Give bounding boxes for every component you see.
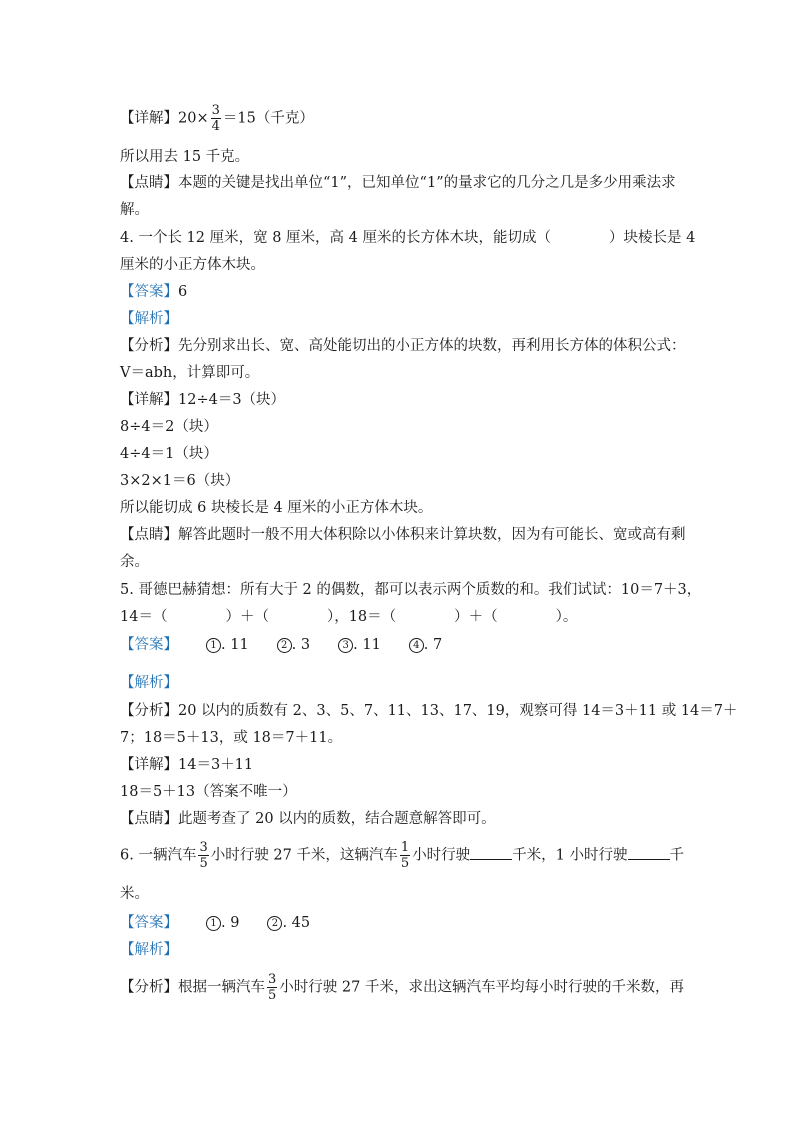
answer-blank bbox=[470, 845, 512, 860]
fraction bbox=[267, 972, 277, 1003]
answer-value: . 3 bbox=[291, 637, 311, 653]
analysis-tag: 【分析】 bbox=[120, 703, 178, 719]
text-line: 3×2×1＝6（块） bbox=[120, 473, 240, 489]
fraction-denominator: 5 bbox=[400, 856, 410, 871]
analysis-text: 先分别求出长、宽、高处能切出的小正方体的块数，再利用长方体的体积公式： bbox=[178, 338, 686, 354]
text-line: 厘米的小正方体木块。 bbox=[120, 257, 265, 273]
analysis-text: 根据一辆汽车 bbox=[178, 979, 265, 996]
fraction-numerator: 3 bbox=[211, 103, 220, 118]
detail-tag: 【详解】 bbox=[120, 757, 178, 773]
point-tag: 【点睛】 bbox=[120, 527, 178, 543]
text-line: 余。 bbox=[120, 554, 149, 570]
analysis-line bbox=[120, 673, 178, 693]
answer-value: . 11 bbox=[353, 637, 381, 653]
fraction-numerator: 3 bbox=[199, 840, 208, 855]
detail-line bbox=[120, 390, 285, 410]
circled-number: 1 bbox=[206, 916, 221, 931]
answer-value: . 7 bbox=[423, 637, 443, 653]
detail-text: 12÷4＝3（块） bbox=[178, 392, 286, 408]
detail-tag: 【详解】 bbox=[120, 392, 178, 408]
question-4: 4. 一个长 12 厘米，宽 8 厘米，高 4 厘米的长方体木块，能切成（ ）块棱长是 4 bbox=[120, 230, 696, 246]
question-6 bbox=[120, 840, 684, 871]
point-text: 本题的关键是找出单位“1”，已知单位“1”的量求它的几分之几是多少用乘法求 bbox=[178, 175, 676, 191]
detail-line bbox=[120, 755, 253, 775]
detail-text: 14＝3＋11 bbox=[178, 757, 254, 773]
analysis-tag: 【解析】 bbox=[120, 942, 178, 958]
fraction-denominator: 5 bbox=[199, 856, 208, 871]
analysis-tag: 【解析】 bbox=[120, 311, 178, 327]
analysis-text: 20 以内的质数有 2、3、5、7、11、13、17、19，观察可得 14＝3＋11 或 14＝7＋ bbox=[178, 703, 738, 719]
text-line: 米。 bbox=[120, 886, 149, 902]
answer-tag: 【答案】 bbox=[120, 637, 178, 653]
point-text: 解答此题时一般不用大体积除以小体积来计算块数，因为有可能长、宽或高有剩 bbox=[178, 527, 686, 543]
answer-value: . 11 bbox=[221, 637, 249, 653]
text-line: 所以用去 15 千克。 bbox=[120, 149, 250, 165]
point-line bbox=[120, 809, 496, 829]
question-text: 小时行驶 bbox=[412, 847, 471, 864]
fraction-numerator: 1 bbox=[400, 840, 410, 855]
point-tag: 【点睛】 bbox=[120, 175, 178, 191]
answer-tag: 【答案】 bbox=[120, 284, 178, 300]
analysis-detail-line bbox=[120, 336, 686, 356]
expr-part: ＝15（千克） bbox=[222, 110, 314, 127]
point-line bbox=[120, 525, 686, 545]
fraction bbox=[198, 840, 208, 871]
text-line: 4÷4＝1（块） bbox=[120, 446, 218, 462]
question-text: 千米，1 小时行驶 bbox=[512, 847, 628, 864]
circled-number: 3 bbox=[338, 638, 353, 653]
text-line: 14＝（ ）＋（ ），18＝（ ）＋（ ）。 bbox=[120, 609, 578, 625]
answer-value: . 45 bbox=[282, 915, 311, 931]
text-line: V＝abh，计算即可。 bbox=[120, 365, 260, 381]
analysis-detail-line bbox=[120, 972, 684, 1003]
circled-number: 1 bbox=[206, 638, 221, 653]
analysis-tag: 【分析】 bbox=[120, 338, 178, 354]
text-line: 7；18＝5＋13，或 18＝7＋11。 bbox=[120, 730, 343, 746]
text-line: 解。 bbox=[120, 202, 149, 218]
detail-tag: 【详解】 bbox=[120, 110, 178, 127]
fraction bbox=[400, 840, 410, 871]
text-line: 所以能切成 6 块棱长是 4 厘米的小正方体木块。 bbox=[120, 500, 433, 516]
circled-number: 2 bbox=[267, 916, 282, 931]
fraction-denominator: 4 bbox=[211, 119, 220, 134]
analysis-line bbox=[120, 309, 178, 329]
point-line bbox=[120, 173, 676, 193]
fraction bbox=[211, 103, 221, 134]
point-text: 此题考查了 20 以内的质数，结合题意解答即可。 bbox=[178, 811, 496, 827]
answer-value: . 9 bbox=[221, 915, 240, 931]
answer-line bbox=[120, 282, 187, 302]
circled-number: 4 bbox=[409, 638, 424, 653]
answer-tag: 【答案】 bbox=[120, 915, 178, 931]
fraction-numerator: 3 bbox=[268, 972, 277, 987]
analysis-text: 小时行驶 27 千米，求出这辆汽车平均每小时行驶的千米数，再 bbox=[279, 979, 684, 996]
analysis-detail-line bbox=[120, 701, 738, 721]
point-tag: 【点睛】 bbox=[120, 811, 178, 827]
question-text: 千 bbox=[669, 847, 685, 864]
analysis-tag: 【解析】 bbox=[120, 675, 178, 691]
fraction-denominator: 5 bbox=[268, 988, 277, 1003]
question-text: 6. 一辆汽车 bbox=[120, 847, 197, 864]
analysis-line bbox=[120, 940, 178, 960]
answer-line bbox=[120, 913, 310, 933]
text-line: 18＝5＋13（答案不唯一） bbox=[120, 784, 297, 800]
circled-number: 2 bbox=[277, 638, 292, 653]
expr-part: 20× bbox=[178, 110, 209, 127]
analysis-tag: 【分析】 bbox=[120, 979, 178, 996]
detail-line-1 bbox=[120, 103, 314, 134]
question-5: 5. 哥德巴赫猜想：所有大于 2 的偶数，都可以表示两个质数的和。我们试试：10＝7＋3， bbox=[120, 582, 702, 598]
answer-line bbox=[120, 635, 442, 655]
question-text: 小时行驶 27 千米，这辆汽车 bbox=[210, 847, 398, 864]
answer-blank bbox=[628, 845, 670, 860]
text-line: 8÷4＝2（块） bbox=[120, 419, 218, 435]
answer-value: 6 bbox=[178, 284, 188, 300]
